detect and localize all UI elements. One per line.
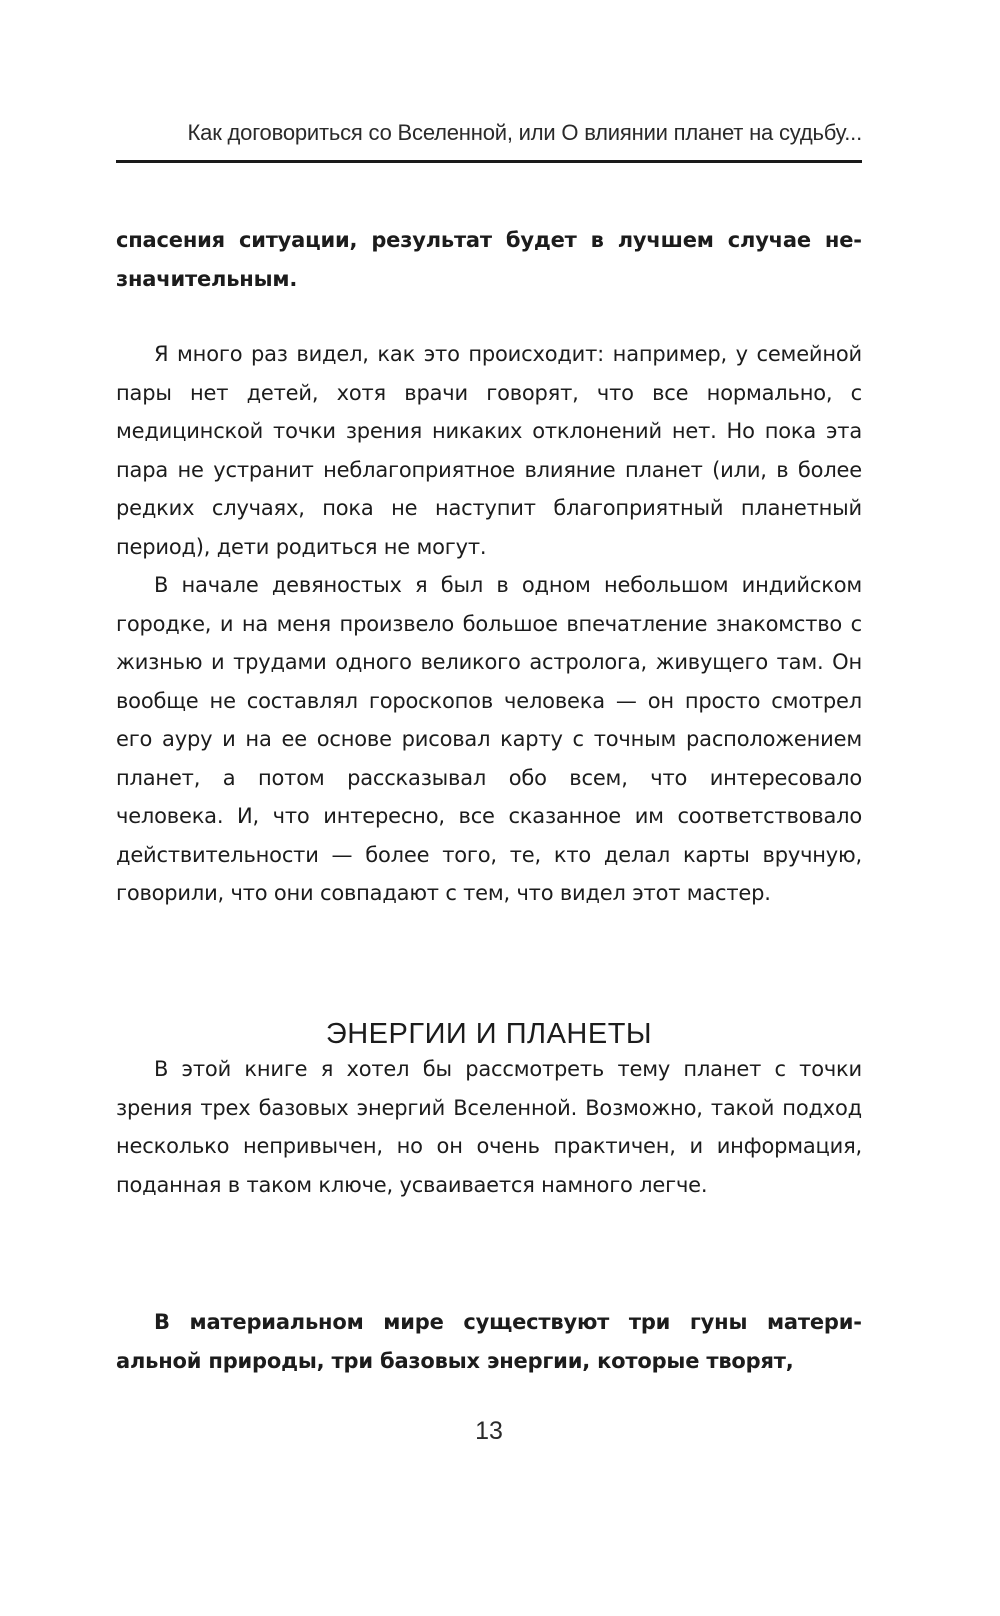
bold-continuation-paragraph: спасения ситуации, результат будет в лучшем случае незначительным.	[116, 228, 862, 291]
text-block-continuation	[116, 221, 862, 298]
section-heading: ЭНЕРГИИ И ПЛАНЕТЫ	[325, 1018, 653, 1050]
text-block-bold	[116, 1303, 862, 1380]
text-block-main	[116, 335, 862, 913]
text-block-section	[116, 1050, 862, 1204]
header-rule	[116, 160, 862, 163]
bold-paragraph-gunas: В материальном мире существуют три гуны материальной природы, три базовых энергии, которые творят,	[116, 1310, 862, 1373]
paragraph-astrologer: В начале девяностых я был в одном небольшом индийском городке, и на меня произвело большое впечатление знакомство с жизнью и трудами одного великого астролога, живущего там. Он вообще не составлял гороскопов человека — он просто смотрел его ауру и на ее основе рисовал карту с точным расположением планет, а потом рассказывал обо всем, что интересовало человека. И, что интересно, все сказанное им соответствовало действительности — более того, те, кто делал карты вручную, говорили, что они совпадают с тем, что видел этот мастер.	[116, 573, 862, 905]
running-header: Как договориться со Вселенной, или О влиянии планет на судьбу...	[187, 120, 862, 145]
paragraph-energies: В этой книге я хотел бы рассмотреть тему планет с точки зрения трех базовых энергий Вселенной. Возможно, такой подход несколько непривычен, но он очень практичен, и информация, поданная в таком ключе, усваивается намного легче.	[116, 1057, 862, 1197]
paragraph-doctors: Я много раз видел, как это происходит: например, у семейной пары нет детей, хотя врачи говорят, что все нормально, с медицинской точки зрения никаких отклонений нет. Но пока эта пара не устранит неблагоприятное влияние планет (или, в более редких случаях, пока не наступит благоприятный планетный период), дети родиться не могут.	[116, 342, 862, 559]
page-number: 13	[475, 1417, 503, 1445]
